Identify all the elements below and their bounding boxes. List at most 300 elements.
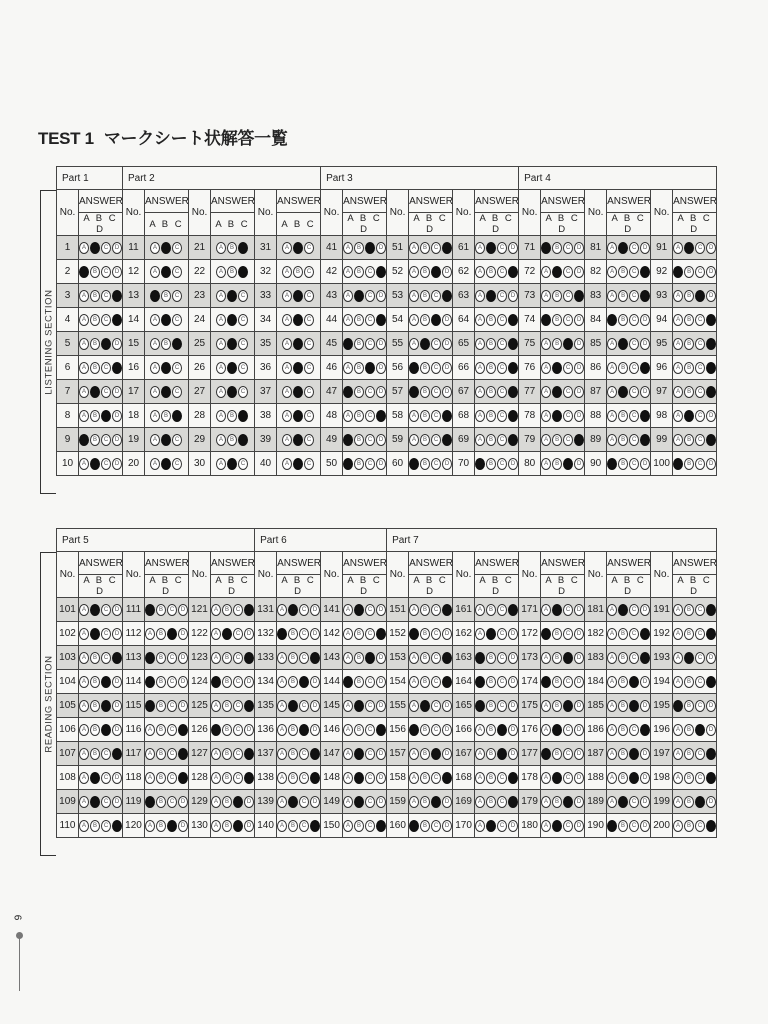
answer-bubble-c[interactable]: C	[299, 820, 309, 832]
answer-bubble-c[interactable]: C	[563, 820, 573, 832]
answer-bubble-c[interactable]: C	[431, 242, 441, 254]
answer-bubble-b[interactable]	[354, 772, 364, 784]
answer-bubble-c[interactable]: C	[365, 628, 375, 640]
answer-bubble-d[interactable]	[508, 604, 518, 616]
answer-bubble-c[interactable]: C	[365, 604, 375, 616]
answer-bubble-a[interactable]: A	[475, 820, 485, 832]
answer-bubble-c[interactable]: C	[629, 604, 639, 616]
answer-bubble-d[interactable]: D	[376, 242, 386, 254]
answer-bubble-b[interactable]	[288, 700, 298, 712]
answer-bubble-c[interactable]	[629, 676, 639, 688]
answer-bubble-c[interactable]: C	[497, 338, 507, 350]
answer-bubble-c[interactable]: C	[238, 290, 248, 302]
answer-bubble-c[interactable]: C	[629, 796, 639, 808]
answer-bubble-b[interactable]: B	[354, 676, 364, 688]
answer-bubble-b[interactable]: B	[354, 628, 364, 640]
answer-bubble-c[interactable]: C	[172, 242, 182, 254]
answer-bubble-d[interactable]: D	[244, 820, 254, 832]
answer-bubble-c[interactable]: C	[304, 410, 314, 422]
answer-bubble-b[interactable]: B	[222, 820, 232, 832]
answer-bubble-a[interactable]	[541, 242, 551, 254]
answer-bubble-a[interactable]	[150, 290, 160, 302]
answer-bubble-d[interactable]: D	[310, 700, 320, 712]
answer-bubble-a[interactable]: A	[79, 362, 89, 374]
answer-bubble-d[interactable]: D	[508, 676, 518, 688]
answer-bubble-a[interactable]: A	[282, 290, 292, 302]
answer-bubble-c[interactable]: C	[431, 772, 441, 784]
answer-bubble-a[interactable]: A	[475, 434, 485, 446]
answer-bubble-b[interactable]: B	[684, 628, 694, 640]
answer-bubble-d[interactable]: D	[112, 338, 122, 350]
answer-bubble-a[interactable]	[79, 434, 89, 446]
answer-bubble-d[interactable]	[442, 676, 452, 688]
answer-bubble-c[interactable]: C	[172, 290, 182, 302]
answer-bubble-c[interactable]	[431, 266, 441, 278]
answer-bubble-c[interactable]: C	[101, 652, 111, 664]
answer-bubble-c[interactable]: C	[431, 338, 441, 350]
answer-bubble-c[interactable]	[695, 796, 705, 808]
answer-bubble-c[interactable]: C	[299, 604, 309, 616]
answer-bubble-c[interactable]: C	[304, 338, 314, 350]
answer-bubble-c[interactable]: C	[629, 820, 639, 832]
answer-bubble-b[interactable]: B	[90, 652, 100, 664]
answer-bubble-d[interactable]: D	[574, 796, 584, 808]
answer-bubble-b[interactable]: B	[684, 314, 694, 326]
answer-bubble-c[interactable]: C	[172, 458, 182, 470]
answer-bubble-d[interactable]: D	[112, 242, 122, 254]
answer-bubble-d[interactable]: D	[706, 652, 716, 664]
answer-bubble-c[interactable]	[172, 338, 182, 350]
answer-bubble-a[interactable]: A	[673, 772, 683, 784]
answer-bubble-b[interactable]	[618, 242, 628, 254]
answer-bubble-c[interactable]: C	[629, 290, 639, 302]
answer-bubble-d[interactable]	[442, 434, 452, 446]
answer-bubble-d[interactable]: D	[376, 772, 386, 784]
answer-bubble-c[interactable]: C	[695, 772, 705, 784]
answer-bubble-a[interactable]: A	[282, 362, 292, 374]
answer-bubble-a[interactable]: A	[150, 242, 160, 254]
answer-bubble-c[interactable]: C	[563, 676, 573, 688]
answer-bubble-c[interactable]: C	[497, 386, 507, 398]
answer-bubble-b[interactable]: B	[552, 796, 562, 808]
answer-bubble-a[interactable]	[673, 266, 683, 278]
answer-bubble-b[interactable]	[293, 410, 303, 422]
answer-bubble-a[interactable]: A	[282, 266, 292, 278]
answer-bubble-d[interactable]	[508, 434, 518, 446]
answer-bubble-b[interactable]	[293, 458, 303, 470]
answer-bubble-d[interactable]: D	[112, 434, 122, 446]
answer-bubble-b[interactable]	[161, 362, 171, 374]
answer-bubble-b[interactable]: B	[618, 410, 628, 422]
answer-bubble-b[interactable]: B	[354, 458, 364, 470]
answer-bubble-b[interactable]	[354, 604, 364, 616]
answer-bubble-a[interactable]: A	[343, 290, 353, 302]
answer-bubble-b[interactable]	[552, 772, 562, 784]
answer-bubble-b[interactable]: B	[552, 242, 562, 254]
answer-bubble-b[interactable]	[293, 314, 303, 326]
answer-bubble-b[interactable]	[161, 458, 171, 470]
answer-bubble-c[interactable]: C	[167, 652, 177, 664]
answer-bubble-a[interactable]: A	[607, 410, 617, 422]
answer-bubble-c[interactable]	[563, 796, 573, 808]
answer-bubble-c[interactable]: C	[167, 796, 177, 808]
answer-bubble-c[interactable]: C	[629, 410, 639, 422]
answer-bubble-b[interactable]: B	[618, 652, 628, 664]
answer-bubble-c[interactable]	[431, 748, 441, 760]
answer-bubble-a[interactable]: A	[216, 338, 226, 350]
answer-bubble-b[interactable]: B	[618, 724, 628, 736]
answer-bubble-c[interactable]	[629, 700, 639, 712]
answer-bubble-a[interactable]	[145, 700, 155, 712]
answer-bubble-a[interactable]	[343, 386, 353, 398]
answer-bubble-a[interactable]: A	[277, 700, 287, 712]
answer-bubble-b[interactable]: B	[222, 676, 232, 688]
answer-bubble-d[interactable]: D	[178, 676, 188, 688]
answer-bubble-d[interactable]: D	[376, 676, 386, 688]
answer-bubble-d[interactable]	[244, 700, 254, 712]
answer-bubble-c[interactable]	[365, 652, 375, 664]
answer-bubble-b[interactable]	[293, 338, 303, 350]
answer-bubble-c[interactable]: C	[563, 772, 573, 784]
answer-bubble-a[interactable]: A	[216, 386, 226, 398]
answer-bubble-d[interactable]: D	[706, 242, 716, 254]
answer-bubble-c[interactable]	[431, 796, 441, 808]
answer-bubble-a[interactable]: A	[150, 410, 160, 422]
answer-bubble-b[interactable]: B	[420, 290, 430, 302]
answer-bubble-c[interactable]: C	[172, 434, 182, 446]
answer-bubble-c[interactable]: C	[497, 628, 507, 640]
answer-bubble-b[interactable]: B	[156, 772, 166, 784]
answer-bubble-a[interactable]: A	[343, 724, 353, 736]
answer-bubble-b[interactable]: B	[684, 700, 694, 712]
answer-bubble-c[interactable]: C	[299, 652, 309, 664]
answer-bubble-a[interactable]: A	[541, 458, 551, 470]
answer-bubble-a[interactable]: A	[216, 314, 226, 326]
answer-bubble-d[interactable]: D	[706, 796, 716, 808]
answer-bubble-b[interactable]	[293, 290, 303, 302]
answer-bubble-d[interactable]: D	[310, 796, 320, 808]
answer-bubble-d[interactable]: D	[574, 386, 584, 398]
answer-bubble-d[interactable]: D	[442, 820, 452, 832]
answer-bubble-d[interactable]	[442, 290, 452, 302]
answer-bubble-c[interactable]: C	[695, 604, 705, 616]
answer-bubble-d[interactable]: D	[574, 410, 584, 422]
answer-bubble-b[interactable]	[90, 796, 100, 808]
answer-bubble-d[interactable]: D	[574, 772, 584, 784]
answer-bubble-a[interactable]: A	[541, 652, 551, 664]
answer-bubble-b[interactable]: B	[486, 362, 496, 374]
answer-bubble-c[interactable]: C	[365, 820, 375, 832]
answer-bubble-c[interactable]: C	[304, 458, 314, 470]
answer-bubble-b[interactable]	[90, 772, 100, 784]
answer-bubble-b[interactable]: B	[618, 290, 628, 302]
answer-bubble-a[interactable]: A	[343, 652, 353, 664]
answer-bubble-d[interactable]: D	[244, 724, 254, 736]
answer-bubble-b[interactable]: B	[552, 338, 562, 350]
answer-bubble-d[interactable]: D	[640, 314, 650, 326]
answer-bubble-c[interactable]: C	[101, 314, 111, 326]
answer-bubble-c[interactable]: C	[563, 410, 573, 422]
answer-bubble-d[interactable]: D	[178, 604, 188, 616]
answer-bubble-a[interactable]: A	[541, 796, 551, 808]
answer-bubble-a[interactable]	[475, 676, 485, 688]
answer-bubble-d[interactable]	[640, 652, 650, 664]
answer-bubble-b[interactable]: B	[684, 338, 694, 350]
answer-bubble-a[interactable]: A	[409, 652, 419, 664]
answer-bubble-d[interactable]	[640, 410, 650, 422]
answer-bubble-c[interactable]: C	[365, 338, 375, 350]
answer-bubble-c[interactable]: C	[304, 362, 314, 374]
answer-bubble-d[interactable]	[706, 676, 716, 688]
answer-bubble-a[interactable]: A	[145, 820, 155, 832]
answer-bubble-b[interactable]	[293, 362, 303, 374]
answer-bubble-a[interactable]: A	[145, 748, 155, 760]
answer-bubble-c[interactable]	[497, 724, 507, 736]
answer-bubble-b[interactable]: B	[90, 362, 100, 374]
answer-bubble-b[interactable]: B	[420, 724, 430, 736]
answer-bubble-c[interactable]: C	[365, 314, 375, 326]
answer-bubble-b[interactable]: B	[90, 434, 100, 446]
answer-bubble-b[interactable]: B	[486, 772, 496, 784]
answer-bubble-c[interactable]: C	[304, 266, 314, 278]
answer-bubble-a[interactable]: A	[216, 434, 226, 446]
answer-bubble-c[interactable]: C	[299, 748, 309, 760]
answer-bubble-c[interactable]	[167, 628, 177, 640]
answer-bubble-c[interactable]: C	[101, 362, 111, 374]
answer-bubble-a[interactable]	[145, 604, 155, 616]
answer-bubble-b[interactable]: B	[90, 676, 100, 688]
answer-bubble-c[interactable]: C	[629, 314, 639, 326]
answer-bubble-b[interactable]: B	[90, 266, 100, 278]
answer-bubble-d[interactable]: D	[112, 796, 122, 808]
answer-bubble-b[interactable]: B	[486, 338, 496, 350]
answer-bubble-c[interactable]	[563, 652, 573, 664]
answer-bubble-b[interactable]: B	[227, 434, 237, 446]
answer-bubble-a[interactable]: A	[150, 314, 160, 326]
answer-bubble-b[interactable]	[161, 386, 171, 398]
answer-bubble-c[interactable]: C	[101, 458, 111, 470]
answer-bubble-d[interactable]	[508, 386, 518, 398]
answer-bubble-a[interactable]: A	[282, 314, 292, 326]
answer-bubble-a[interactable]: A	[145, 772, 155, 784]
answer-bubble-c[interactable]: C	[172, 386, 182, 398]
answer-bubble-c[interactable]: C	[101, 434, 111, 446]
answer-bubble-a[interactable]: A	[282, 242, 292, 254]
answer-bubble-c[interactable]: C	[563, 434, 573, 446]
answer-bubble-c[interactable]: C	[431, 604, 441, 616]
answer-bubble-c[interactable]	[238, 242, 248, 254]
answer-bubble-c[interactable]: C	[365, 434, 375, 446]
answer-bubble-b[interactable]	[684, 652, 694, 664]
answer-bubble-a[interactable]: A	[282, 338, 292, 350]
answer-bubble-b[interactable]: B	[552, 290, 562, 302]
answer-bubble-a[interactable]: A	[475, 748, 485, 760]
answer-bubble-a[interactable]	[673, 458, 683, 470]
answer-bubble-a[interactable]	[409, 386, 419, 398]
answer-bubble-b[interactable]	[618, 604, 628, 616]
answer-bubble-d[interactable]: D	[508, 820, 518, 832]
answer-bubble-d[interactable]	[244, 748, 254, 760]
answer-bubble-a[interactable]	[79, 266, 89, 278]
answer-bubble-b[interactable]: B	[420, 820, 430, 832]
answer-bubble-b[interactable]: B	[354, 434, 364, 446]
answer-bubble-b[interactable]: B	[156, 748, 166, 760]
answer-bubble-c[interactable]: C	[365, 410, 375, 422]
answer-bubble-d[interactable]	[706, 338, 716, 350]
answer-bubble-a[interactable]: A	[343, 628, 353, 640]
answer-bubble-c[interactable]: C	[563, 604, 573, 616]
answer-bubble-d[interactable]: D	[508, 458, 518, 470]
answer-bubble-a[interactable]: A	[343, 796, 353, 808]
answer-bubble-d[interactable]	[376, 724, 386, 736]
answer-bubble-c[interactable]	[101, 724, 111, 736]
answer-bubble-d[interactable]: D	[640, 796, 650, 808]
answer-bubble-c[interactable]: C	[299, 700, 309, 712]
answer-bubble-a[interactable]	[541, 676, 551, 688]
answer-bubble-b[interactable]: B	[156, 652, 166, 664]
answer-bubble-b[interactable]	[288, 796, 298, 808]
answer-bubble-d[interactable]: D	[574, 314, 584, 326]
answer-bubble-a[interactable]: A	[673, 796, 683, 808]
answer-bubble-b[interactable]	[420, 700, 430, 712]
answer-bubble-a[interactable]: A	[673, 434, 683, 446]
answer-bubble-d[interactable]	[442, 410, 452, 422]
answer-bubble-b[interactable]	[161, 242, 171, 254]
answer-bubble-b[interactable]: B	[684, 772, 694, 784]
answer-bubble-c[interactable]: C	[304, 314, 314, 326]
answer-bubble-a[interactable]: A	[216, 362, 226, 374]
answer-bubble-d[interactable]	[376, 266, 386, 278]
answer-bubble-d[interactable]: D	[574, 338, 584, 350]
answer-bubble-c[interactable]: C	[695, 314, 705, 326]
answer-bubble-c[interactable]: C	[497, 676, 507, 688]
answer-bubble-b[interactable]: B	[227, 266, 237, 278]
answer-bubble-b[interactable]	[486, 290, 496, 302]
answer-bubble-a[interactable]: A	[673, 604, 683, 616]
answer-bubble-b[interactable]: B	[618, 362, 628, 374]
answer-bubble-b[interactable]	[684, 242, 694, 254]
answer-bubble-d[interactable]	[508, 362, 518, 374]
answer-bubble-b[interactable]	[552, 386, 562, 398]
answer-bubble-a[interactable]: A	[475, 796, 485, 808]
answer-bubble-a[interactable]	[343, 458, 353, 470]
answer-bubble-d[interactable]	[706, 820, 716, 832]
answer-bubble-b[interactable]: B	[684, 386, 694, 398]
answer-bubble-c[interactable]: C	[629, 362, 639, 374]
answer-bubble-d[interactable]: D	[706, 700, 716, 712]
answer-bubble-b[interactable]: B	[552, 314, 562, 326]
answer-bubble-a[interactable]: A	[343, 266, 353, 278]
answer-bubble-b[interactable]: B	[420, 266, 430, 278]
answer-bubble-a[interactable]: A	[673, 338, 683, 350]
answer-bubble-d[interactable]: D	[640, 604, 650, 616]
answer-bubble-d[interactable]: D	[574, 266, 584, 278]
answer-bubble-c[interactable]: C	[233, 652, 243, 664]
answer-bubble-c[interactable]	[365, 362, 375, 374]
answer-bubble-d[interactable]	[706, 314, 716, 326]
answer-bubble-c[interactable]: C	[238, 338, 248, 350]
answer-bubble-b[interactable]: B	[684, 362, 694, 374]
answer-bubble-b[interactable]: B	[486, 314, 496, 326]
answer-bubble-a[interactable]: A	[409, 314, 419, 326]
answer-bubble-d[interactable]: D	[442, 314, 452, 326]
answer-bubble-c[interactable]: C	[431, 386, 441, 398]
answer-bubble-d[interactable]: D	[112, 410, 122, 422]
answer-bubble-b[interactable]	[420, 338, 430, 350]
answer-bubble-c[interactable]: C	[101, 604, 111, 616]
answer-bubble-d[interactable]: D	[112, 772, 122, 784]
answer-bubble-a[interactable]	[541, 628, 551, 640]
answer-bubble-d[interactable]	[508, 266, 518, 278]
answer-bubble-c[interactable]: C	[695, 676, 705, 688]
answer-bubble-b[interactable]: B	[618, 748, 628, 760]
answer-bubble-a[interactable]: A	[277, 676, 287, 688]
answer-bubble-c[interactable]: C	[101, 628, 111, 640]
answer-bubble-b[interactable]: B	[684, 290, 694, 302]
answer-bubble-d[interactable]	[178, 724, 188, 736]
answer-bubble-c[interactable]: C	[299, 772, 309, 784]
answer-bubble-a[interactable]: A	[673, 362, 683, 374]
answer-bubble-b[interactable]: B	[90, 338, 100, 350]
answer-bubble-a[interactable]: A	[475, 362, 485, 374]
answer-bubble-b[interactable]: B	[684, 266, 694, 278]
answer-bubble-a[interactable]: A	[150, 362, 160, 374]
answer-bubble-c[interactable]: C	[563, 724, 573, 736]
answer-bubble-d[interactable]: D	[178, 628, 188, 640]
answer-bubble-b[interactable]: B	[684, 748, 694, 760]
answer-bubble-d[interactable]	[574, 434, 584, 446]
answer-bubble-d[interactable]	[574, 290, 584, 302]
answer-bubble-b[interactable]: B	[222, 700, 232, 712]
answer-bubble-c[interactable]: C	[497, 314, 507, 326]
answer-bubble-a[interactable]: A	[282, 458, 292, 470]
answer-bubble-d[interactable]: D	[376, 386, 386, 398]
answer-bubble-a[interactable]	[343, 338, 353, 350]
answer-bubble-d[interactable]: D	[376, 748, 386, 760]
answer-bubble-d[interactable]: D	[706, 410, 716, 422]
answer-bubble-b[interactable]: B	[222, 652, 232, 664]
answer-bubble-d[interactable]: D	[508, 628, 518, 640]
answer-bubble-b[interactable]	[90, 604, 100, 616]
answer-bubble-c[interactable]: C	[365, 386, 375, 398]
answer-bubble-c[interactable]: C	[365, 700, 375, 712]
answer-bubble-d[interactable]	[706, 628, 716, 640]
answer-bubble-c[interactable]: C	[431, 652, 441, 664]
answer-bubble-b[interactable]	[227, 314, 237, 326]
answer-bubble-d[interactable]: D	[442, 362, 452, 374]
answer-bubble-d[interactable]: D	[574, 820, 584, 832]
answer-bubble-a[interactable]: A	[282, 386, 292, 398]
answer-bubble-a[interactable]	[211, 724, 221, 736]
answer-bubble-b[interactable]: B	[618, 266, 628, 278]
answer-bubble-a[interactable]: A	[541, 338, 551, 350]
answer-bubble-d[interactable]	[706, 362, 716, 374]
answer-bubble-d[interactable]: D	[574, 628, 584, 640]
answer-bubble-d[interactable]: D	[442, 628, 452, 640]
answer-bubble-d[interactable]	[112, 652, 122, 664]
answer-bubble-a[interactable]: A	[79, 410, 89, 422]
answer-bubble-c[interactable]: C	[629, 338, 639, 350]
answer-bubble-b[interactable]	[354, 700, 364, 712]
answer-bubble-b[interactable]: B	[420, 410, 430, 422]
answer-bubble-c[interactable]: C	[365, 796, 375, 808]
answer-bubble-d[interactable]: D	[310, 628, 320, 640]
answer-bubble-d[interactable]: D	[376, 652, 386, 664]
answer-bubble-a[interactable]: A	[673, 242, 683, 254]
answer-bubble-b[interactable]: B	[552, 434, 562, 446]
answer-bubble-c[interactable]: C	[365, 290, 375, 302]
answer-bubble-a[interactable]	[541, 748, 551, 760]
